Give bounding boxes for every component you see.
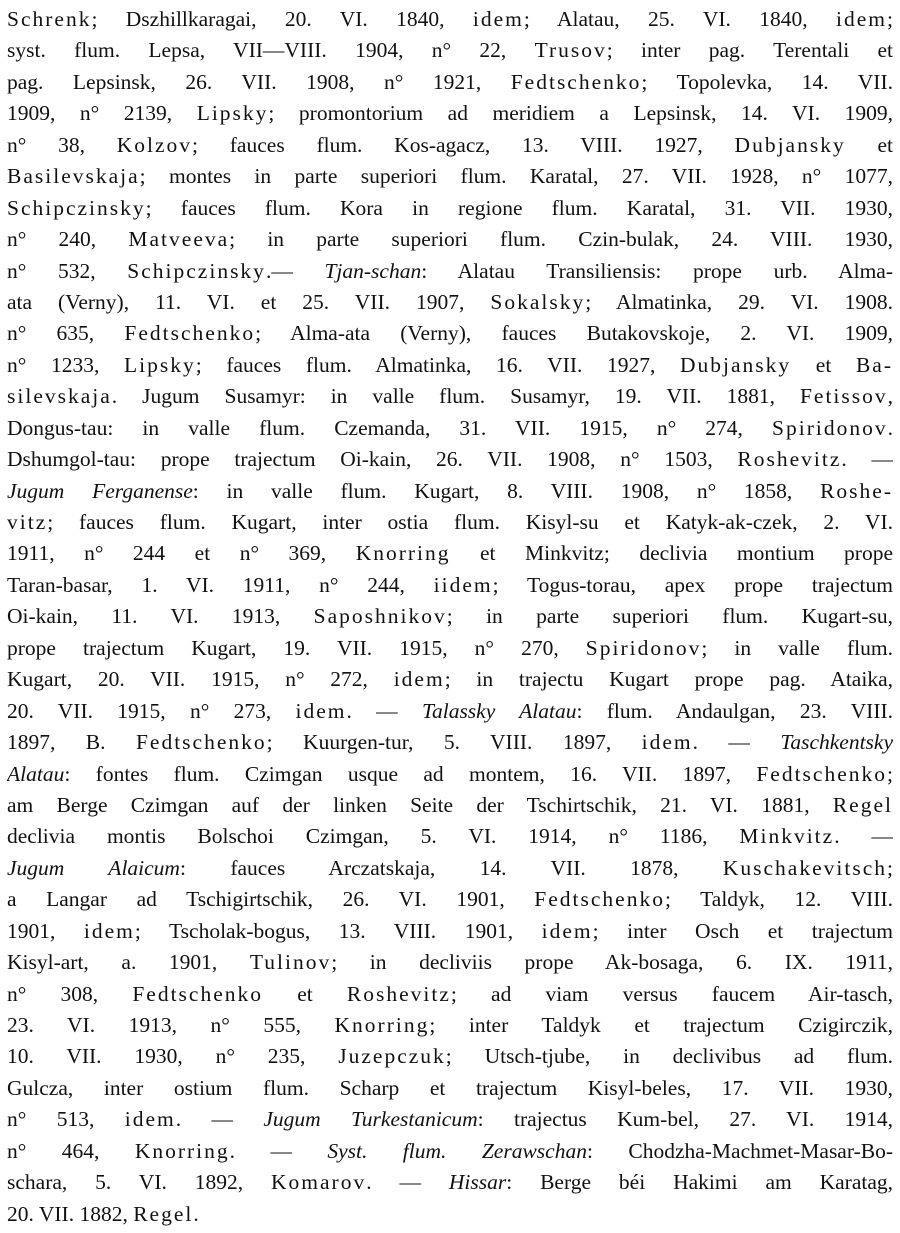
text-line [7, 1010, 893, 1041]
collector-name: idem [472, 7, 524, 31]
text-segment: Dshumgol-tau: prope trajectum Oi-kain, 26. VII. 1908, n° 1503, [7, 447, 738, 472]
collector-name: idem [295, 698, 347, 723]
text-segment: ; [887, 761, 893, 786]
text-segment: ; fauces flum. Kora in regione flum. Karatal, 31. VII. 1930, [145, 195, 893, 220]
text-segment: ; in valle flum. [701, 635, 893, 660]
text-segment: .— [265, 258, 325, 283]
text-segment: 20. VII. 1882, [7, 1201, 134, 1226]
text-line [7, 67, 893, 98]
collector-name: Knorring [134, 1138, 230, 1163]
collector-name: Dubjansky [680, 352, 792, 377]
text-line [7, 633, 893, 664]
text-line [7, 916, 893, 947]
text-segment: Gulcza, inter ostium flum. Scharp et trajectum Kisyl-beles, 17. VII. 1930, [7, 1075, 893, 1100]
text-segment: prope trajectum Kugart, 19. VII. 1915, n° 270, [7, 635, 586, 660]
text-segment: n° 240, [7, 227, 129, 252]
text-segment: schara, 5. VI. 1892, [7, 1170, 271, 1195]
collector-name: Roshevitz [737, 447, 842, 472]
text-segment: . [887, 415, 893, 440]
text-line [7, 821, 893, 852]
text-segment: ; Alma-ata (Verny), fauces Butakovskoje, 2. VI. 1909, [255, 321, 893, 346]
collector-name: idem [641, 730, 693, 755]
collector-name: Fedtschenko [756, 761, 888, 786]
text-line [7, 601, 893, 632]
collector-name: Ba- [855, 352, 893, 377]
text-line [7, 350, 893, 381]
collector-name: Juzepczuk [338, 1044, 446, 1069]
italic-locality: Jugum Turkestanicum [263, 1107, 478, 1132]
text-line [7, 696, 893, 727]
text-segment: ; fauces flum. Kugart, inter ostia flum. Kisyl-su et Katyk-ak-czek, 2. VI. [47, 510, 893, 534]
text-line [7, 287, 893, 318]
collector-name: Komarov [271, 1170, 367, 1195]
text-segment: ; fauces flum. Kos-agacz, 13. VIII. 1927, [192, 132, 735, 157]
text-segment: . — [175, 1107, 264, 1132]
collector-name: Fedtschenko [132, 981, 264, 1006]
text-segment: : in valle flum. Kugart, 8. VIII. 1908, n° 1858, [192, 478, 821, 503]
text-segment: ; Tscholak-bogus, 13. VIII. 1901, [134, 918, 542, 943]
collector-name: Spiridonov [585, 635, 702, 660]
text-line [7, 193, 893, 224]
collector-name: Fetissov [799, 384, 888, 409]
collector-name: silevskaja [7, 384, 112, 409]
text-segment: ; Utsch-tjube, in declivibus ad flum. [445, 1044, 893, 1069]
text-line [7, 884, 893, 915]
text-line [7, 476, 893, 507]
text-segment: n° 532, [7, 258, 128, 283]
text-segment: , [887, 384, 893, 409]
text-segment: et [263, 981, 347, 1006]
text-line [7, 570, 893, 601]
text-segment: n° 513, [7, 1107, 125, 1132]
text-line [7, 444, 893, 475]
text-line [7, 853, 893, 884]
document-page [7, 4, 893, 1230]
text-segment: : fauces Arczatskaja, 14. VII. 1878, [179, 855, 723, 880]
collector-name: Spiridonov [772, 415, 888, 440]
collector-name: Kolzov [116, 132, 193, 157]
text-segment: ; promontorium ad meridiem a Lepsinsk, 14. VI. 1909, [268, 101, 893, 126]
text-line [7, 1136, 893, 1167]
text-segment: ; Alatau, 25. VI. 1840, [523, 7, 837, 31]
collector-name: idem [124, 1107, 176, 1132]
collector-name: Fedtschenko [135, 730, 267, 755]
collector-name: Knorring [355, 541, 451, 566]
text-line [7, 1199, 893, 1230]
text-segment: ; Taldyk, 12. VIII. [664, 887, 893, 912]
text-segment: n° 635, [7, 321, 125, 346]
text-line [7, 224, 893, 255]
text-line [7, 4, 893, 35]
text-line [7, 759, 893, 790]
collector-name: idem [83, 918, 135, 943]
text-line [7, 790, 893, 821]
text-segment: ; Kuurgen-tur, 5. VIII. 1897, [266, 730, 642, 755]
text-segment: Kisyl-art, a. 1901, [7, 950, 250, 975]
text-segment: declivia montis Bolschoi Czimgan, 5. VI. 1914, n° 1186, [7, 824, 740, 849]
collector-name: Roshevitz [346, 981, 451, 1006]
text-segment: ; Almatinka, 29. VI. 1908. [585, 289, 893, 314]
text-segment: ; Dszhillkaragai, 20. VI. 1840, [91, 7, 473, 31]
italic-locality: Syst. flum. Zerawschan [327, 1138, 587, 1163]
text-segment: 20. VII. 1915, n° 273, [7, 698, 296, 723]
text-segment: a Langar ad Tschigirtschik, 26. VI. 1901, [7, 887, 535, 912]
text-segment: Kugart, 20. VII. 1915, n° 272, [7, 667, 394, 692]
collector-name: Regel [133, 1201, 194, 1226]
text-segment: . — [366, 1170, 449, 1195]
text-line [7, 1104, 893, 1135]
text-segment: ; in trajectu Kugart prope pag. Ataika, [444, 667, 893, 692]
text-segment: 1901, [7, 918, 84, 943]
text-line [7, 507, 893, 538]
text-segment: Taran-basar, 1. VI. 1911, n° 244, [7, 572, 434, 597]
collector-name: Knorring [334, 1013, 430, 1037]
collector-name: Basilevskaja [7, 164, 140, 189]
collector-name: Fedtschenko [510, 69, 642, 94]
text-segment: . [193, 1201, 199, 1226]
text-segment: ; inter Osch et trajectum [592, 918, 893, 943]
collector-name: idem [541, 918, 593, 943]
text-line [7, 98, 893, 129]
text-line [7, 256, 893, 287]
text-line [7, 1073, 893, 1104]
text-segment: ; montes in parte superiori flum. Karatal, 27. VII. 1928, n° 1077, [139, 164, 893, 189]
collector-name: Regel [832, 792, 893, 817]
italic-locality: Hissar [448, 1170, 507, 1195]
text-line [7, 947, 893, 978]
collector-name: Trusov [534, 38, 607, 63]
text-segment: et Minkvitz; declivia montium prope [450, 541, 893, 566]
text-segment: . — [346, 698, 422, 723]
text-segment: 10. VII. 1930, n° 235, [7, 1044, 339, 1069]
text-segment: ; ad viam versus faucem Air-tasch, [450, 981, 893, 1006]
collector-name: idem [836, 7, 888, 31]
text-line [7, 381, 893, 412]
text-segment: ; inter pag. Terentali et [606, 38, 893, 63]
text-segment: et [791, 352, 856, 377]
italic-locality: Jugum Alaicum [7, 855, 180, 880]
text-segment: . — [229, 1138, 328, 1163]
italic-locality: Taschkentsky [780, 730, 893, 755]
collector-name: Tulinov [249, 950, 332, 975]
text-line [7, 35, 893, 66]
text-segment: ; [887, 855, 893, 880]
collector-name: Lipsky [196, 101, 269, 126]
collector-name: Schipczinsky [127, 258, 266, 283]
text-segment: 1911, n° 244 et n° 369, [7, 541, 356, 566]
text-segment: ; in parte superiori flum. Czin-bulak, 24. VIII. 1930, [229, 227, 893, 252]
collector-name: Kuschakevitsch [722, 855, 887, 880]
text-segment: : Alatau Transiliensis: prope urb. Alma- [421, 258, 893, 283]
collector-name: Fedtschenko [534, 887, 665, 912]
collector-name: Sokalsky [490, 289, 586, 314]
text-segment: ; in decliviis prope Ak-bosaga, 6. IX. 1911, [331, 950, 893, 975]
collector-name: Schipczinsky [7, 195, 146, 220]
text-segment: syst. flum. Lepsa, VII—VIII. 1904, n° 22, [7, 38, 535, 63]
text-segment: Oi-kain, 11. VI. 1913, [7, 604, 314, 629]
collector-name: idem [393, 667, 445, 692]
text-segment: . — [834, 824, 893, 849]
text-segment: . — [841, 447, 893, 472]
text-segment: : fontes flum. Czimgan usque ad montem, 16. VII. 1897, [64, 761, 757, 786]
text-line [7, 318, 893, 349]
collector-name: Matveeva [128, 227, 230, 252]
text-segment: 23. VI. 1913, n° 555, [7, 1013, 335, 1037]
text-segment: ; [887, 7, 893, 31]
collector-name: Schrenk [7, 7, 92, 31]
italic-locality: Tjan-schan [324, 258, 422, 283]
text-line [7, 1041, 893, 1072]
text-segment: n° 38, [7, 132, 117, 157]
text-segment: 1897, B. [7, 730, 136, 755]
text-segment: am Berge Czimgan auf der linken Seite der Tschirtschik, 21. VI. 1881, [7, 792, 833, 817]
italic-locality: Talassky Alatau [421, 698, 577, 723]
text-segment: ; Togus-torau, apex prope trajectum [492, 572, 893, 597]
text-segment: ; in parte superiori flum. Kugart-su, [446, 604, 893, 629]
italic-locality: Jugum Ferganense [7, 478, 193, 503]
text-line [7, 413, 893, 444]
collector-name: Saposhnikov [313, 604, 447, 629]
collector-name: vitz [7, 510, 48, 534]
text-segment: . Jugum Susamyr: in valle flum. Susamyr, 19. VII. 1881, [111, 384, 800, 409]
text-segment: pag. Lepsinsk, 26. VII. 1908, n° 1921, [7, 69, 511, 94]
text-segment: 1909, n° 2139, [7, 101, 197, 126]
collector-name: Lipsky [123, 352, 196, 377]
text-line [7, 161, 893, 192]
text-segment: ; inter Taldyk et trajectum Czigirczik, [429, 1013, 893, 1037]
text-segment: n° 464, [7, 1138, 135, 1163]
text-segment: ata (Verny), 11. VI. et 25. VII. 1907, [7, 289, 491, 314]
text-segment: : Berge béi Hakimi am Karatag, [506, 1170, 893, 1195]
text-line [7, 538, 893, 569]
collector-name: Fedtschenko [124, 321, 256, 346]
text-segment: ; Topolevka, 14. VII. [641, 69, 893, 94]
text-segment: . — [692, 730, 781, 755]
text-segment: Dongus-tau: in valle flum. Czemanda, 31. VII. 1915, n° 274, [7, 415, 773, 440]
text-line [7, 130, 893, 161]
text-line [7, 664, 893, 695]
text-segment: n° 308, [7, 981, 133, 1006]
collector-name: Minkvitz [739, 824, 835, 849]
text-segment: : flum. Andaulgan, 23. VIII. [576, 698, 893, 723]
text-segment: n° 1233, [7, 352, 124, 377]
text-segment: et [845, 132, 893, 157]
text-segment: ; fauces flum. Almatinka, 16. VII. 1927, [195, 352, 680, 377]
collector-name: iidem [433, 572, 493, 597]
text-line [7, 979, 893, 1010]
text-segment: : trajectus Kum-bel, 27. VI. 1914, [477, 1107, 893, 1132]
italic-locality: Alatau [7, 761, 65, 786]
collector-name: Roshe- [820, 478, 893, 503]
text-segment: : Chodzha-Machmet-Masar-Bo- [586, 1138, 893, 1163]
text-line [7, 1167, 893, 1198]
collector-name: Dubjansky [734, 132, 846, 157]
text-line [7, 727, 893, 758]
